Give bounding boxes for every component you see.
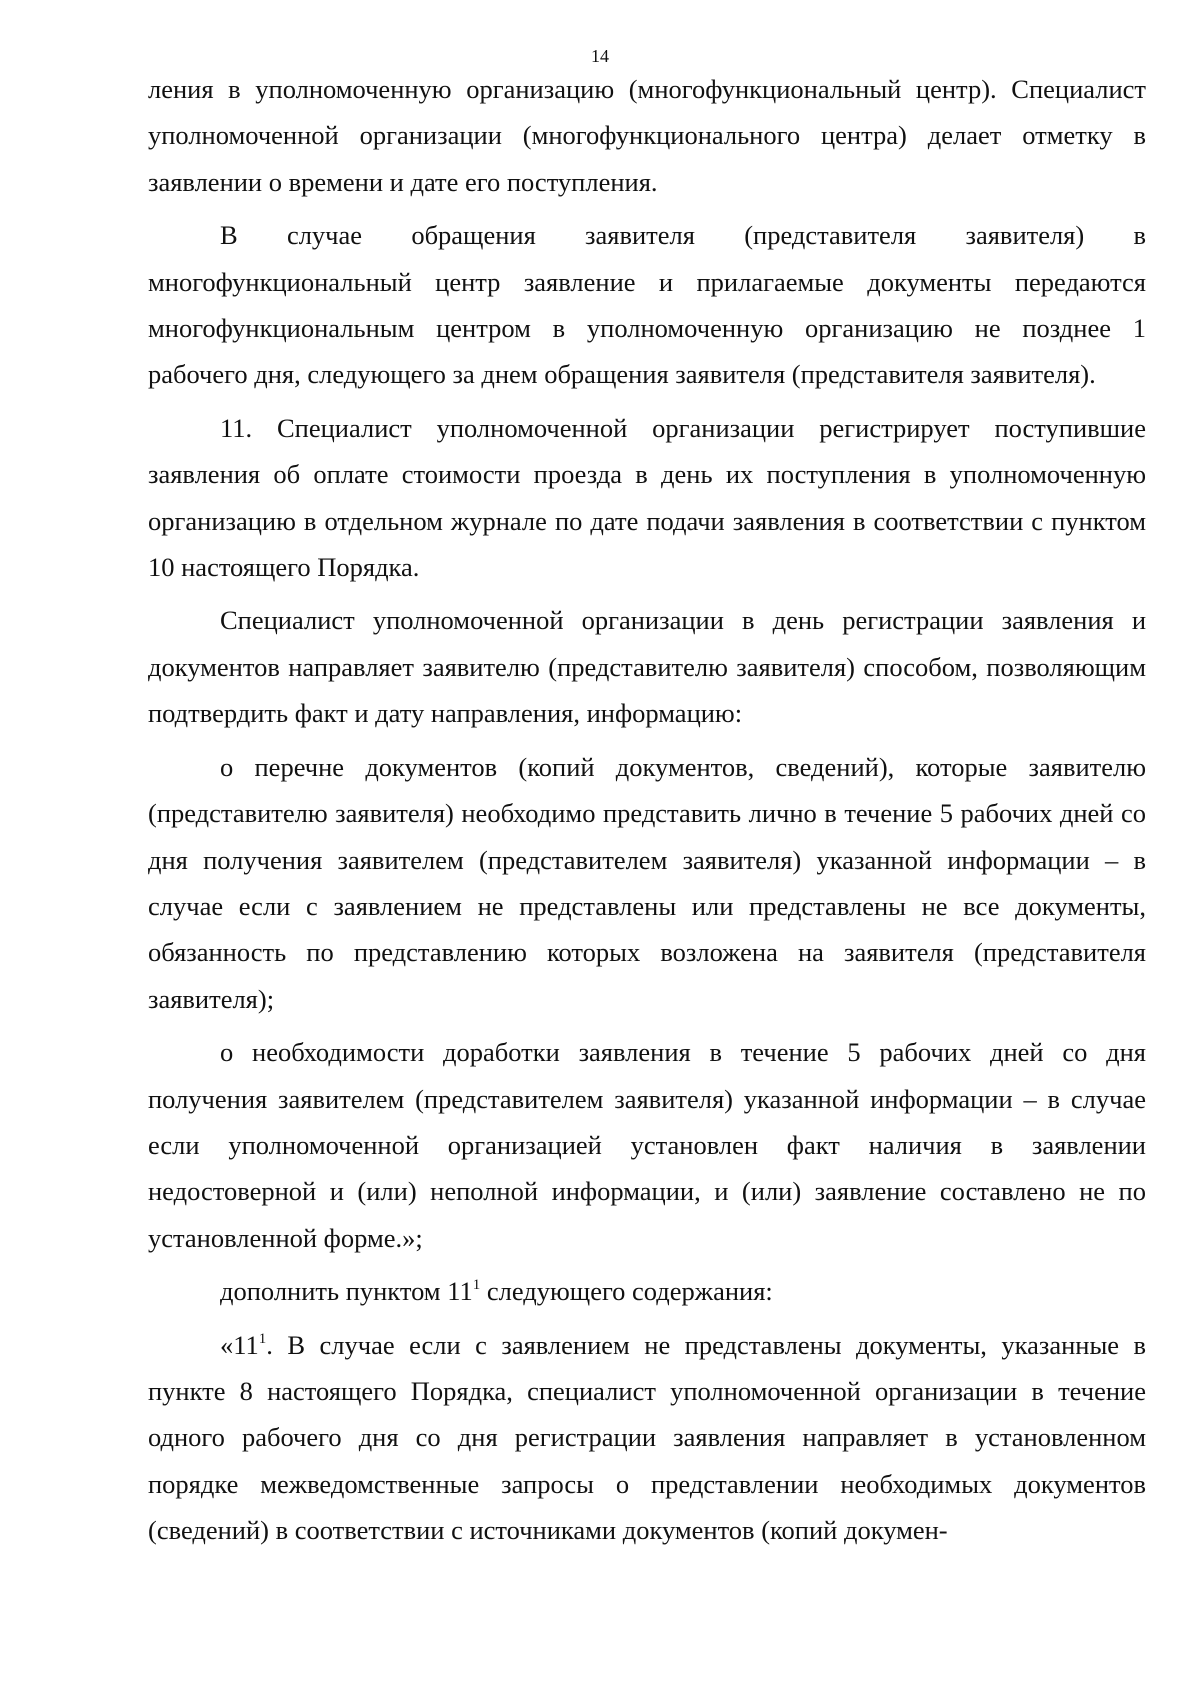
- add-item-text-end: следующего содержания:: [480, 1276, 773, 1307]
- item-11-1-text: . В случае если с заявлением не представлены документы, указанные в пункте 8 настоящего Порядка, специалист уполномоченной организации в течение одного рабочего дня со дня регистрации заявления направляет в установленном порядке межведомственные запросы о представлении необходимых документов (сведений) в соответствии с источниками документов (копий докумен-: [148, 1329, 1146, 1546]
- add-item-text: дополнить пунктом 11: [220, 1276, 473, 1307]
- paragraph-item-11-1: [148, 1322, 1146, 1554]
- item-11-1-start: «11: [220, 1329, 259, 1360]
- paragraph-add-item: [148, 1268, 1146, 1314]
- paragraph-continuation: ления в уполномоченную организацию (многофункциональный центр). Специалист уполномоченной организации (многофункционального центра) делает отметку в заявлении о времени и дате его поступления.: [148, 74, 1146, 197]
- paragraph-notification: Специалист уполномоченной организации в день регистрации заявления и документов направляет заявителю (представителю заявителя) способом, позволяющим подтвердить факт и дату направления, информацию:: [148, 605, 1146, 729]
- superscript: 1: [472, 1277, 481, 1294]
- paragraph-documents-list: о перечне документов (копий документов, сведений), которые заявителю (представителю заявителя) необходимо представить лично в течение 5 рабочих дней со дня получения заявителем (представителем заявителя) указанной информации – в случае если с заявлением не представлены или представлены не все документы, обязанность по представлению которых возложена на заявителя (представителя заявителя);: [148, 751, 1146, 1014]
- superscript: 1: [258, 1330, 267, 1347]
- paragraph-revision: о необходимости доработки заявления в течение 5 рабочих дней со дня получения заявителем (представителем заявителя) указанной информации – в случае если уполномоченной организацией установлен факт наличия в заявлении недостоверной и (или) неполной информации, и (или) заявление составлено не по установленной форме.»;: [148, 1037, 1146, 1253]
- document-body: [148, 66, 1146, 1561]
- paragraph-mfc-transfer: В случае обращения заявителя (представителя заявителя) в многофункциональный центр заявление и прилагаемые документы передаются многофункциональным центром в уполномоченную организацию не позднее 1 рабочего дня, следующего за днем обращения заявителя (представителя заявителя).: [148, 220, 1146, 390]
- paragraph-item-11: 11. Специалист уполномоченной организации регистрирует поступившие заявления об оплате стоимости проезда в день их поступления в уполномоченную организацию в отдельном журнале по дате подачи заявления в соответствии с пунктом 10 настоящего Порядка.: [148, 412, 1146, 583]
- page-number: 14: [591, 46, 609, 66]
